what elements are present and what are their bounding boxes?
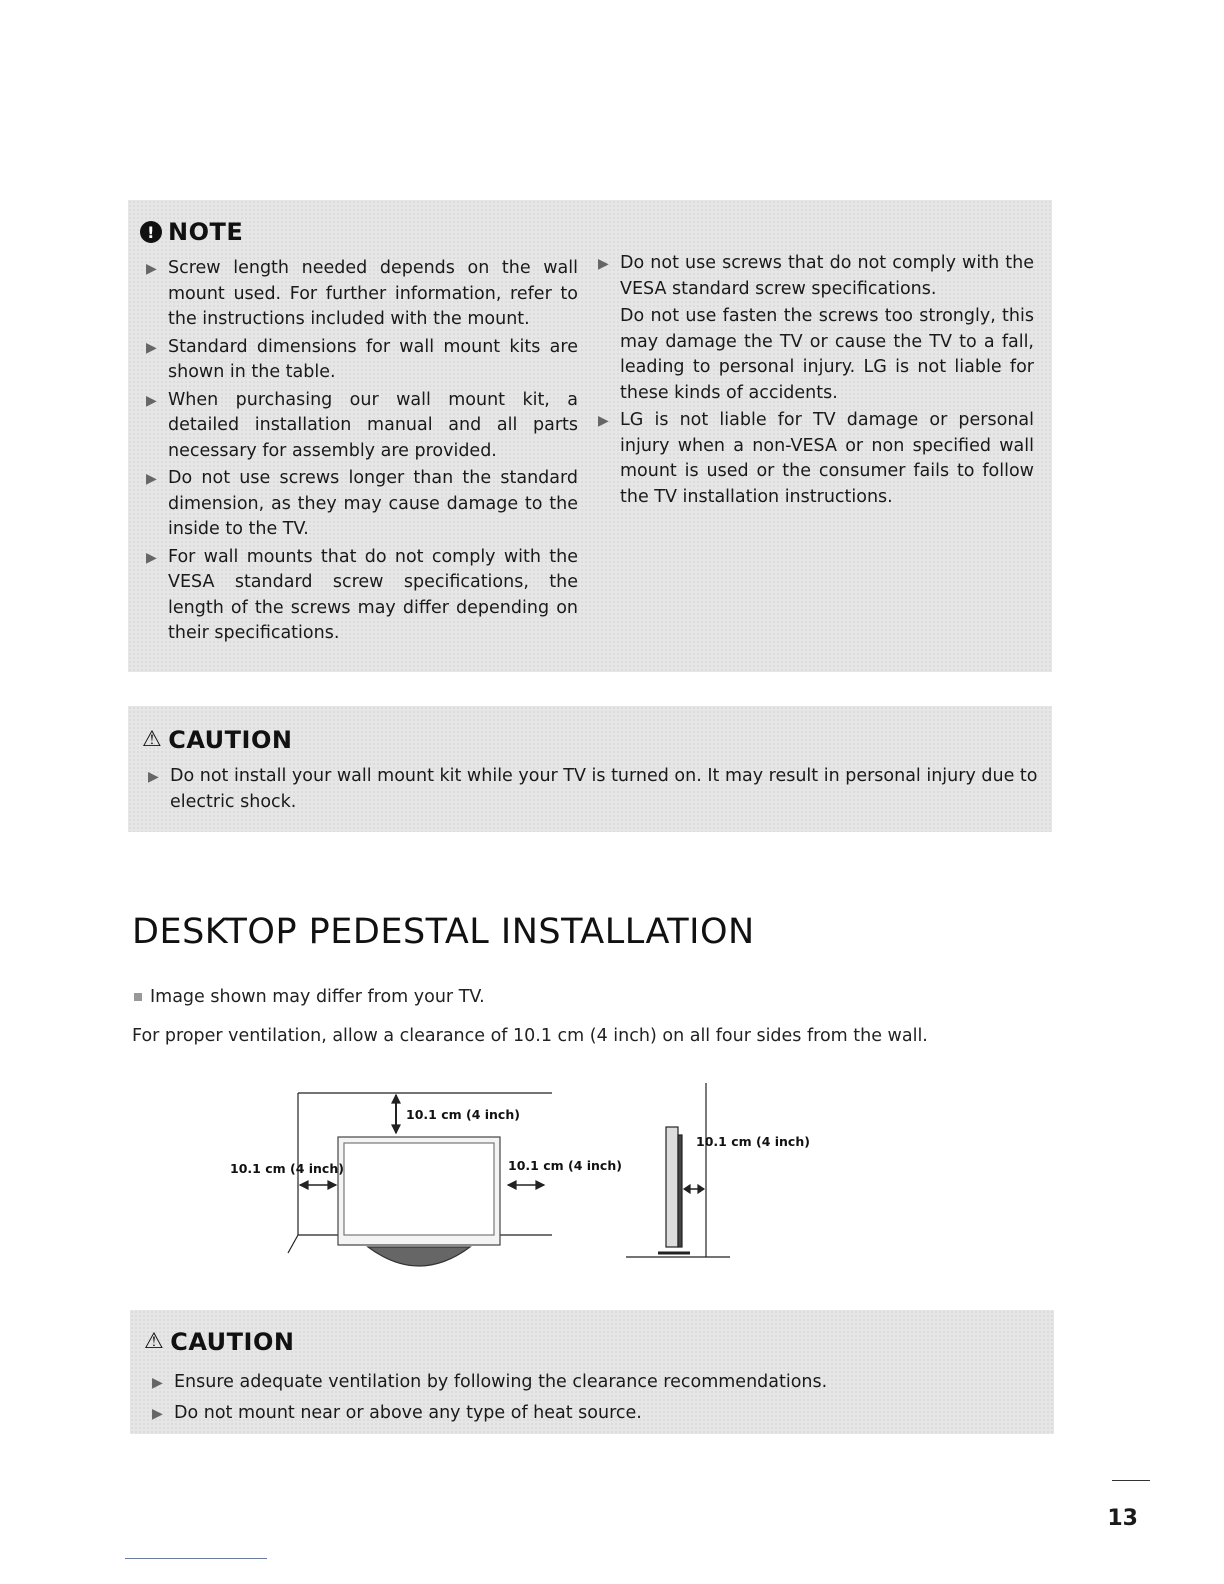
note-left-column (146, 256, 578, 649)
arrow-bullet-icon: ▶ (146, 549, 157, 566)
caution-list (152, 1368, 1032, 1430)
arrow-bullet-icon: ▶ (152, 1406, 163, 1422)
list-item: ▶ For wall mounts that do not comply with the VESA standard screw specifications, the length of the screws may differ depending on their specifications. (146, 545, 578, 647)
caution-title (142, 726, 292, 754)
list-item: ▶ LG is not liable for TV damage or personal injury when a non-VESA or non specified wall mount is used or the consumer fails to follow the TV installation instructions. (598, 408, 1034, 510)
caution-list (148, 764, 1038, 817)
note-title-text: NOTE (168, 218, 244, 246)
caution-box-1 (128, 706, 1052, 832)
side-view (626, 1083, 730, 1257)
note-box (128, 200, 1052, 672)
clearance-diagram (220, 1075, 820, 1275)
arrow-bullet-icon: ▶ (146, 392, 157, 409)
warning-triangle-icon: ⚠ (142, 727, 163, 752)
list-item: ▶ Do not use screws longer than the standard dimension, as they may cause damage to the inside to the TV. (146, 466, 578, 543)
footer-rule (125, 1558, 267, 1559)
arrow-bullet-icon: ▶ (598, 256, 609, 272)
left-clearance-label: 10.1 cm (4 inch) (230, 1161, 344, 1176)
list-item: ▶ Standard dimensions for wall mount kits are shown in the table. (146, 335, 578, 386)
list-item: ▶ Screw length needed depends on the wall mount used. For further information, refer to the instructions included with the mount. (146, 256, 578, 333)
side-clearance-label: 10.1 cm (4 inch) (696, 1134, 810, 1149)
ventilation-text: For proper ventilation, allow a clearance of 10.1 cm (4 inch) on all four sides from the wall. (132, 1026, 928, 1046)
list-item: ▶ Do not use screws that do not comply with the VESA standard screw specifications. (598, 251, 1034, 302)
arrow-bullet-icon: ▶ (148, 769, 159, 785)
warning-triangle-icon: ⚠ (144, 1329, 165, 1354)
list-item: ▶ Ensure adequate ventilation by following the clearance recommendations. (152, 1368, 1032, 1397)
right-clearance-label: 10.1 cm (4 inch) (508, 1158, 622, 1173)
arrow-bullet-icon: ▶ (146, 471, 157, 487)
note-right-column (598, 251, 1034, 512)
list-item: ▶ Do not mount near or above any type of heat source. (152, 1399, 1032, 1428)
page-number: 13 (1107, 1506, 1138, 1531)
arrow-bullet-icon: ▶ (146, 261, 157, 277)
top-clearance-label: 10.1 cm (4 inch) (406, 1107, 520, 1122)
list-item: ▶ Do not install your wall mount kit while your TV is turned on. It may result in personal injury due to electric shock. (148, 764, 1038, 815)
note-title (140, 218, 243, 246)
caution-title (144, 1328, 294, 1356)
image-note: Image shown may differ from your TV. (134, 987, 485, 1007)
caution-box-2 (130, 1310, 1054, 1434)
list-item-continuation: Do not use fasten the screws too strongly, this may damage the TV or cause the TV to a fall, leading to personal injury. LG is not liable for these kinds of accidents. (620, 306, 1034, 403)
caution-title-text: CAUTION (170, 1328, 295, 1356)
arrow-bullet-icon: ▶ (152, 1375, 163, 1391)
square-bullet-icon (134, 993, 142, 1001)
exclamation-icon: ! (140, 221, 162, 243)
page-rule (1112, 1480, 1150, 1481)
arrow-bullet-icon: ▶ (598, 413, 609, 429)
list-item: ▶ When purchasing our wall mount kit, a detailed installation manual and all parts necessary for assembly are provided. (146, 388, 578, 465)
caution-title-text: CAUTION (168, 726, 293, 754)
arrow-bullet-icon: ▶ (146, 339, 157, 356)
page-title: DESKTOP PEDESTAL INSTALLATION (132, 912, 755, 952)
